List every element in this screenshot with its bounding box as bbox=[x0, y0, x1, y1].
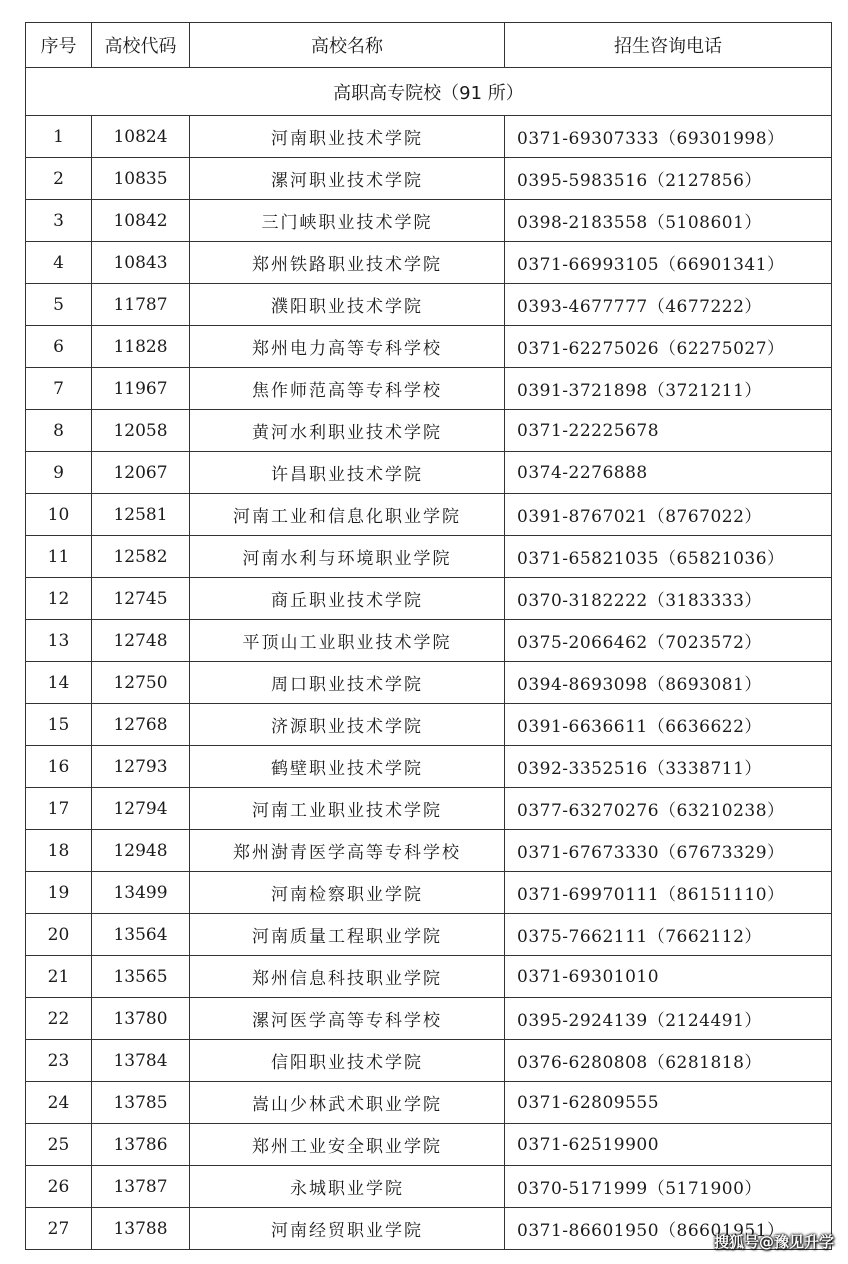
serial-number-cell: 14 bbox=[26, 662, 92, 704]
serial-number-cell: 6 bbox=[26, 326, 92, 368]
college-code-cell: 10824 bbox=[92, 116, 190, 158]
table-row bbox=[26, 1040, 832, 1082]
table-row bbox=[26, 368, 832, 410]
college-name-cell: 河南水利与环境职业学院 bbox=[190, 536, 505, 578]
table-header-row bbox=[26, 23, 832, 68]
phone-cell: 0370-3182222（3183333） bbox=[505, 578, 832, 620]
college-name-cell: 嵩山少林武术职业学院 bbox=[190, 1082, 505, 1124]
serial-number-cell: 25 bbox=[26, 1124, 92, 1166]
serial-number-cell: 12 bbox=[26, 578, 92, 620]
phone-cell: 0371-62275026（62275027） bbox=[505, 326, 832, 368]
serial-number-cell: 20 bbox=[26, 914, 92, 956]
serial-number-cell: 9 bbox=[26, 452, 92, 494]
college-code-cell: 13780 bbox=[92, 998, 190, 1040]
college-name-cell: 信阳职业技术学院 bbox=[190, 1040, 505, 1082]
college-code-cell: 11787 bbox=[92, 284, 190, 326]
serial-number-cell: 15 bbox=[26, 704, 92, 746]
section-title: 高职高专院校（91 所） bbox=[26, 68, 832, 116]
table-row bbox=[26, 158, 832, 200]
college-name-cell: 河南检察职业学院 bbox=[190, 872, 505, 914]
phone-cell: 0371-62809555 bbox=[505, 1082, 832, 1124]
college-code-cell: 13499 bbox=[92, 872, 190, 914]
phone-cell: 0391-8767021（8767022） bbox=[505, 494, 832, 536]
phone-cell: 0371-62519900 bbox=[505, 1124, 832, 1166]
college-code-cell: 13786 bbox=[92, 1124, 190, 1166]
phone-cell: 0376-6280808（6281818） bbox=[505, 1040, 832, 1082]
watermark: 搜狐号@豫见升学 bbox=[713, 1233, 834, 1251]
phone-cell: 0393-4677777（4677222） bbox=[505, 284, 832, 326]
table-row bbox=[26, 326, 832, 368]
college-name-cell: 漯河医学高等专科学校 bbox=[190, 998, 505, 1040]
phone-cell: 0370-5171999（5171900） bbox=[505, 1166, 832, 1208]
table-row bbox=[26, 998, 832, 1040]
table-row bbox=[26, 242, 832, 284]
college-code-cell: 13565 bbox=[92, 956, 190, 998]
phone-cell: 0398-2183558（5108601） bbox=[505, 200, 832, 242]
phone-cell: 0371-67673330（67673329） bbox=[505, 830, 832, 872]
college-code-cell: 12794 bbox=[92, 788, 190, 830]
college-code-cell: 12745 bbox=[92, 578, 190, 620]
college-code-cell: 12058 bbox=[92, 410, 190, 452]
college-name-cell: 河南经贸职业学院 bbox=[190, 1208, 505, 1250]
college-name-cell: 河南职业技术学院 bbox=[190, 116, 505, 158]
college-name-cell: 周口职业技术学院 bbox=[190, 662, 505, 704]
serial-number-cell: 7 bbox=[26, 368, 92, 410]
college-name-cell: 济源职业技术学院 bbox=[190, 704, 505, 746]
college-code-cell: 13787 bbox=[92, 1166, 190, 1208]
table-row bbox=[26, 1124, 832, 1166]
college-name-cell: 鹤壁职业技术学院 bbox=[190, 746, 505, 788]
table-row bbox=[26, 788, 832, 830]
serial-number-cell: 1 bbox=[26, 116, 92, 158]
college-code-cell: 13784 bbox=[92, 1040, 190, 1082]
phone-cell: 0391-3721898（3721211） bbox=[505, 368, 832, 410]
phone-cell: 0371-22225678 bbox=[505, 410, 832, 452]
phone-cell: 0375-7662111（7662112） bbox=[505, 914, 832, 956]
serial-number-cell: 24 bbox=[26, 1082, 92, 1124]
serial-number-cell: 10 bbox=[26, 494, 92, 536]
college-name-cell: 郑州工业安全职业学院 bbox=[190, 1124, 505, 1166]
phone-cell: 0391-6636611（6636622） bbox=[505, 704, 832, 746]
serial-number-cell: 11 bbox=[26, 536, 92, 578]
serial-number-cell: 2 bbox=[26, 158, 92, 200]
college-name-cell: 濮阳职业技术学院 bbox=[190, 284, 505, 326]
college-name-cell: 三门峡职业技术学院 bbox=[190, 200, 505, 242]
college-name-cell: 漯河职业技术学院 bbox=[190, 158, 505, 200]
serial-number-cell: 22 bbox=[26, 998, 92, 1040]
college-name-cell: 黄河水利职业技术学院 bbox=[190, 410, 505, 452]
college-name-cell: 永城职业学院 bbox=[190, 1166, 505, 1208]
phone-cell: 0371-66993105（66901341） bbox=[505, 242, 832, 284]
header-college-code: 高校代码 bbox=[92, 23, 190, 68]
college-name-cell: 河南质量工程职业学院 bbox=[190, 914, 505, 956]
college-code-cell: 11967 bbox=[92, 368, 190, 410]
phone-cell: 0395-5983516（2127856） bbox=[505, 158, 832, 200]
table-row bbox=[26, 662, 832, 704]
college-name-cell: 许昌职业技术学院 bbox=[190, 452, 505, 494]
college-code-cell: 12793 bbox=[92, 746, 190, 788]
serial-number-cell: 5 bbox=[26, 284, 92, 326]
college-name-cell: 河南工业职业技术学院 bbox=[190, 788, 505, 830]
phone-cell: 0395-2924139（2124491） bbox=[505, 998, 832, 1040]
serial-number-cell: 19 bbox=[26, 872, 92, 914]
serial-number-cell: 18 bbox=[26, 830, 92, 872]
college-name-cell: 平顶山工业职业技术学院 bbox=[190, 620, 505, 662]
college-code-cell: 12750 bbox=[92, 662, 190, 704]
table-row bbox=[26, 830, 832, 872]
table-row bbox=[26, 200, 832, 242]
serial-number-cell: 23 bbox=[26, 1040, 92, 1082]
table-row bbox=[26, 872, 832, 914]
college-code-cell: 12768 bbox=[92, 704, 190, 746]
phone-cell: 0394-8693098（8693081） bbox=[505, 662, 832, 704]
college-name-cell: 郑州铁路职业技术学院 bbox=[190, 242, 505, 284]
section-row bbox=[26, 68, 832, 116]
table-row bbox=[26, 620, 832, 662]
college-code-cell: 12748 bbox=[92, 620, 190, 662]
college-code-cell: 12948 bbox=[92, 830, 190, 872]
phone-cell: 0371-69307333（69301998） bbox=[505, 116, 832, 158]
admissions-contact-sheet bbox=[25, 22, 831, 1250]
header-admission-phone: 招生咨询电话 bbox=[505, 23, 832, 68]
serial-number-cell: 16 bbox=[26, 746, 92, 788]
table-row bbox=[26, 1208, 832, 1250]
table-row bbox=[26, 410, 832, 452]
serial-number-cell: 27 bbox=[26, 1208, 92, 1250]
table-row bbox=[26, 452, 832, 494]
phone-cell: 0375-2066462（7023572） bbox=[505, 620, 832, 662]
table-row bbox=[26, 746, 832, 788]
serial-number-cell: 17 bbox=[26, 788, 92, 830]
header-serial-number: 序号 bbox=[26, 23, 92, 68]
college-code-cell: 12582 bbox=[92, 536, 190, 578]
college-code-cell: 13785 bbox=[92, 1082, 190, 1124]
college-name-cell: 郑州澍青医学高等专科学校 bbox=[190, 830, 505, 872]
college-contact-table bbox=[25, 22, 832, 1250]
table-row bbox=[26, 116, 832, 158]
college-name-cell: 郑州电力高等专科学校 bbox=[190, 326, 505, 368]
phone-cell: 0371-65821035（65821036） bbox=[505, 536, 832, 578]
phone-cell: 0374-2276888 bbox=[505, 452, 832, 494]
serial-number-cell: 21 bbox=[26, 956, 92, 998]
serial-number-cell: 3 bbox=[26, 200, 92, 242]
college-code-cell: 12067 bbox=[92, 452, 190, 494]
college-code-cell: 13564 bbox=[92, 914, 190, 956]
phone-cell: 0377-63270276（63210238） bbox=[505, 788, 832, 830]
table-row bbox=[26, 578, 832, 620]
serial-number-cell: 26 bbox=[26, 1166, 92, 1208]
table-row bbox=[26, 494, 832, 536]
college-code-cell: 10835 bbox=[92, 158, 190, 200]
phone-cell: 0371-69970111（86151110） bbox=[505, 872, 832, 914]
phone-cell: 0371-86601950（86601951） bbox=[505, 1208, 832, 1250]
table-row bbox=[26, 704, 832, 746]
college-code-cell: 12581 bbox=[92, 494, 190, 536]
college-name-cell: 郑州信息科技职业学院 bbox=[190, 956, 505, 998]
table-row bbox=[26, 284, 832, 326]
table-row bbox=[26, 1166, 832, 1208]
phone-cell: 0371-69301010 bbox=[505, 956, 832, 998]
college-code-cell: 13788 bbox=[92, 1208, 190, 1250]
college-name-cell: 焦作师范高等专科学校 bbox=[190, 368, 505, 410]
college-name-cell: 河南工业和信息化职业学院 bbox=[190, 494, 505, 536]
phone-cell: 0392-3352516（3338711） bbox=[505, 746, 832, 788]
college-code-cell: 11828 bbox=[92, 326, 190, 368]
serial-number-cell: 13 bbox=[26, 620, 92, 662]
header-college-name: 高校名称 bbox=[190, 23, 505, 68]
table-row bbox=[26, 1082, 832, 1124]
table-row bbox=[26, 536, 832, 578]
table-row bbox=[26, 956, 832, 998]
college-code-cell: 10843 bbox=[92, 242, 190, 284]
college-name-cell: 商丘职业技术学院 bbox=[190, 578, 505, 620]
college-code-cell: 10842 bbox=[92, 200, 190, 242]
serial-number-cell: 8 bbox=[26, 410, 92, 452]
table-row bbox=[26, 914, 832, 956]
serial-number-cell: 4 bbox=[26, 242, 92, 284]
